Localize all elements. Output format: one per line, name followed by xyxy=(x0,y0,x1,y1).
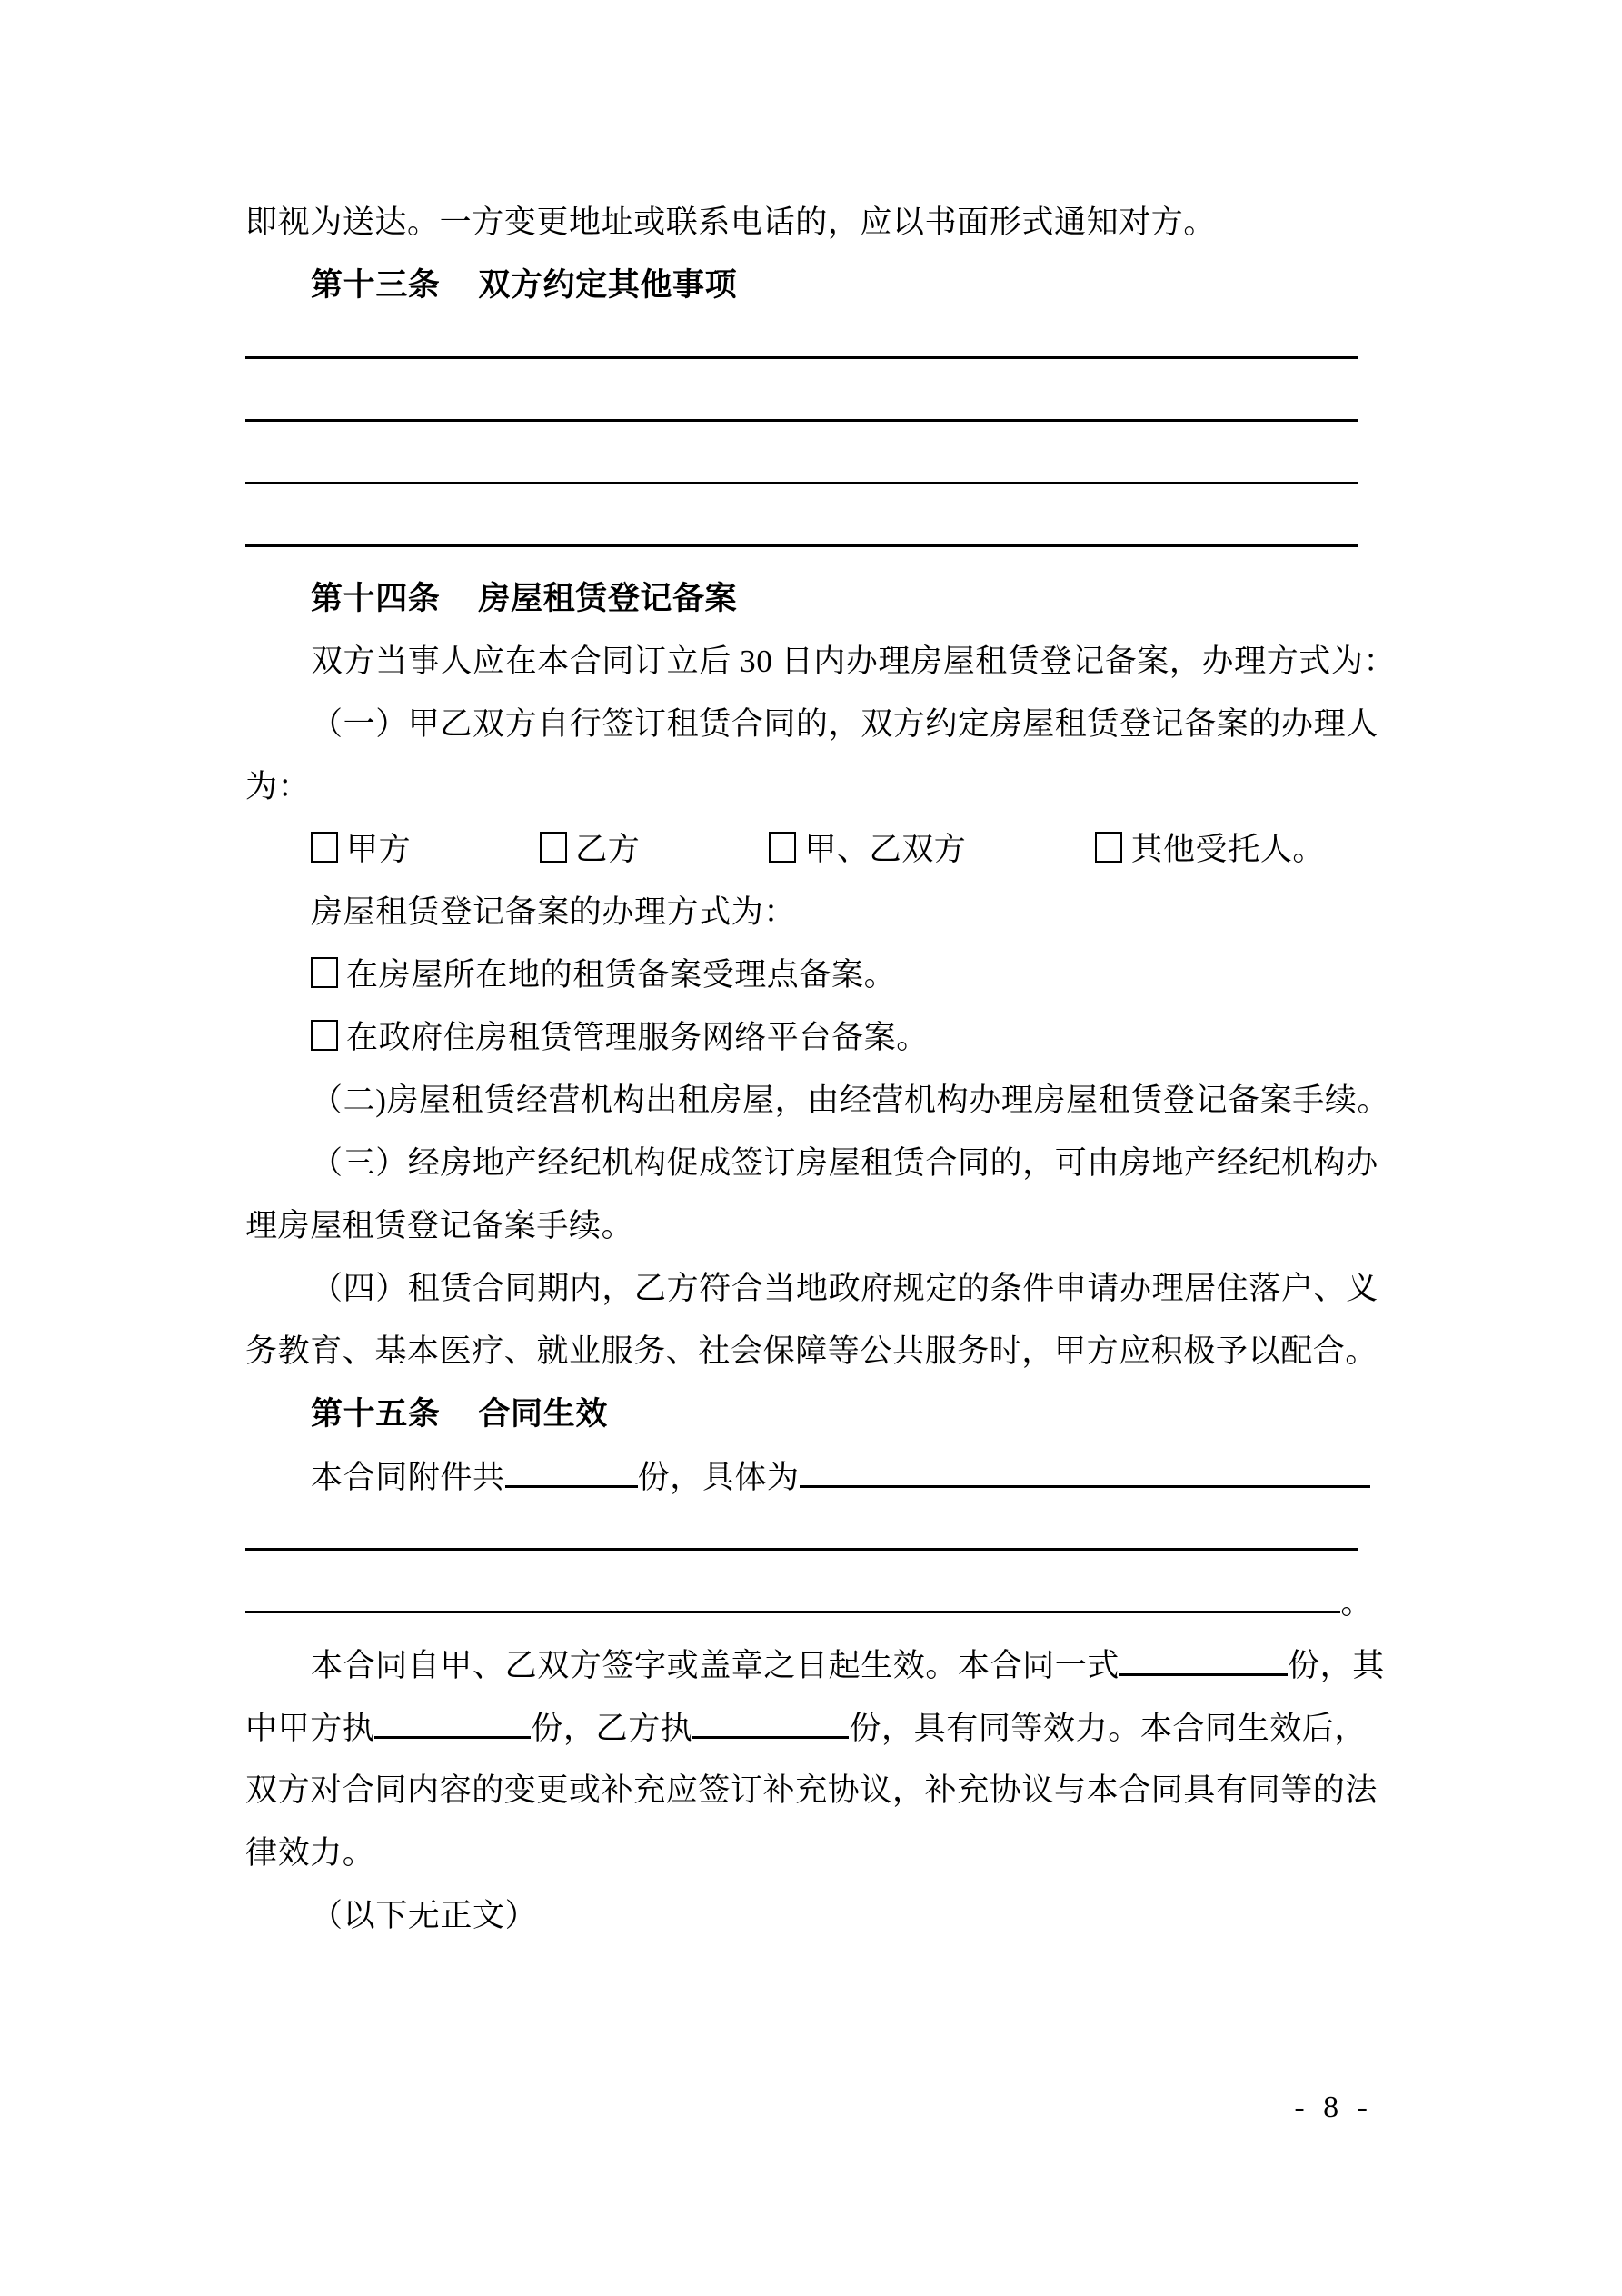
agent-option-party-b xyxy=(540,818,640,881)
article15-title: 合同生效 xyxy=(478,1396,608,1432)
method-option-label: 在政府住房租赁管理服务网络平台备案。 xyxy=(346,1020,929,1055)
article14-item3-line1: （三）经房地产经纪机构促成签订房屋租赁合同的，可由房地产经纪机构办 xyxy=(311,1145,1378,1181)
effective-row-2 xyxy=(245,1696,1373,1759)
article14-item1-line1: （一）甲乙双方自行签订租赁合同的，双方约定房屋租赁登记备案的办理人 xyxy=(311,706,1378,742)
article14-item4-line2: 务教育、基本医疗、就业服务、社会保障等公共服务时，甲方应积极予以配合。 xyxy=(245,1333,1378,1369)
attachments-detail-field-2[interactable] xyxy=(245,1508,1358,1551)
effective-line2-post: 份，具有同等效力。本合同生效后， xyxy=(849,1711,1368,1746)
method-intro: 房屋租赁登记备案的办理方式为： xyxy=(311,894,797,930)
article13-blank-row xyxy=(245,442,1373,504)
agent-option-label: 乙方 xyxy=(575,832,641,867)
effective-row-3: 双方对合同内容的变更或补充应签订补充协议，补充协议与本合同具有同等的法 xyxy=(245,1772,1378,1808)
attachments-detail-field[interactable] xyxy=(800,1445,1370,1488)
article15-heading xyxy=(245,1383,1373,1445)
agent-option-party-a xyxy=(311,818,411,881)
article13-blank-field-4[interactable] xyxy=(245,504,1358,547)
effective-line2-mid: 份，乙方执 xyxy=(531,1711,693,1746)
party-a-copies-field[interactable] xyxy=(374,1696,531,1739)
article14-title: 房屋租赁登记备案 xyxy=(478,581,738,616)
article14-heading xyxy=(245,567,1373,630)
attachments-row xyxy=(245,1445,1373,1508)
checkbox-party-b[interactable] xyxy=(540,832,567,863)
article13-blank-field-3[interactable] xyxy=(245,442,1358,484)
agent-options-row xyxy=(245,818,1373,881)
attachments-terminator: 。 xyxy=(1340,1585,1373,1621)
effective-row-1 xyxy=(245,1633,1385,1696)
article13-blank-field-1[interactable] xyxy=(245,316,1358,359)
party-b-copies-field[interactable] xyxy=(692,1696,849,1739)
article13-blank-row xyxy=(245,504,1373,567)
attachments-mid: 份，具体为 xyxy=(637,1460,800,1495)
checkbox-party-a[interactable] xyxy=(311,832,338,863)
checkbox-local-filing-point[interactable] xyxy=(311,957,338,988)
agent-option-both-parties xyxy=(769,818,966,881)
attachments-detail-row-2 xyxy=(245,1508,1373,1571)
checkbox-government-platform[interactable] xyxy=(311,1020,338,1051)
article13-blank-row xyxy=(245,379,1373,442)
carryover-text: 即视为送达。一方变更地址或联系电话的，应以书面形式通知对方。 xyxy=(245,205,1217,240)
article14-item3-line2: 理房屋租赁登记备案手续。 xyxy=(245,1208,634,1243)
checkbox-both-parties[interactable] xyxy=(769,832,796,863)
agent-option-label: 甲方 xyxy=(346,832,412,867)
copies-total-field[interactable] xyxy=(1119,1633,1288,1676)
effective-line1-post: 份，其 xyxy=(1288,1648,1385,1683)
effective-row-4: 律效力。 xyxy=(245,1835,375,1871)
closing-note: （以下无正文） xyxy=(311,1898,538,1933)
effective-line2-pre: 中甲方执 xyxy=(245,1711,375,1746)
article14-number: 第十四条 xyxy=(311,581,441,616)
article15-number: 第十五条 xyxy=(311,1396,441,1432)
agent-option-other-trustee xyxy=(1095,818,1325,881)
article13-number: 第十三条 xyxy=(311,267,441,303)
article13-heading xyxy=(245,254,1373,316)
article13-blank-row xyxy=(245,316,1373,379)
page-number: - 8 - xyxy=(1294,2091,1373,2124)
attachments-detail-row-3 xyxy=(245,1571,1373,1633)
method-option-label: 在房屋所在地的租赁备案受理点备案。 xyxy=(346,957,897,993)
article14-item4-line1: （四）租赁合同期内，乙方符合当地政府规定的条件申请办理居住落户、义 xyxy=(311,1271,1378,1306)
article14-item2: （二)房屋租赁经营机构出租房屋，由经营机构办理房屋租赁登记备案手续。 xyxy=(311,1083,1390,1118)
article14-item1-line2: 为： xyxy=(245,769,311,804)
article13-blank-field-2[interactable] xyxy=(245,379,1358,422)
article14-intro: 双方当事人应在本合同订立后 30 日内办理房屋租赁登记备案，办理方式为： xyxy=(311,644,1397,679)
contract-body xyxy=(245,191,1397,1947)
method-option-row-online xyxy=(245,1006,1373,1069)
method-option-row-local xyxy=(245,943,1373,1006)
attachments-detail-field-3[interactable] xyxy=(245,1571,1340,1613)
agent-option-label: 其他受托人。 xyxy=(1130,832,1326,867)
attachments-prefix: 本合同附件共 xyxy=(311,1460,505,1495)
effective-line1-pre: 本合同自甲、乙双方签字或盖章之日起生效。本合同一式 xyxy=(311,1648,1120,1683)
checkbox-other-trustee[interactable] xyxy=(1095,832,1122,863)
attachments-count-field[interactable] xyxy=(505,1445,638,1488)
agent-option-label: 甲、乙双方 xyxy=(804,832,967,867)
article13-title: 双方约定其他事项 xyxy=(478,267,738,303)
